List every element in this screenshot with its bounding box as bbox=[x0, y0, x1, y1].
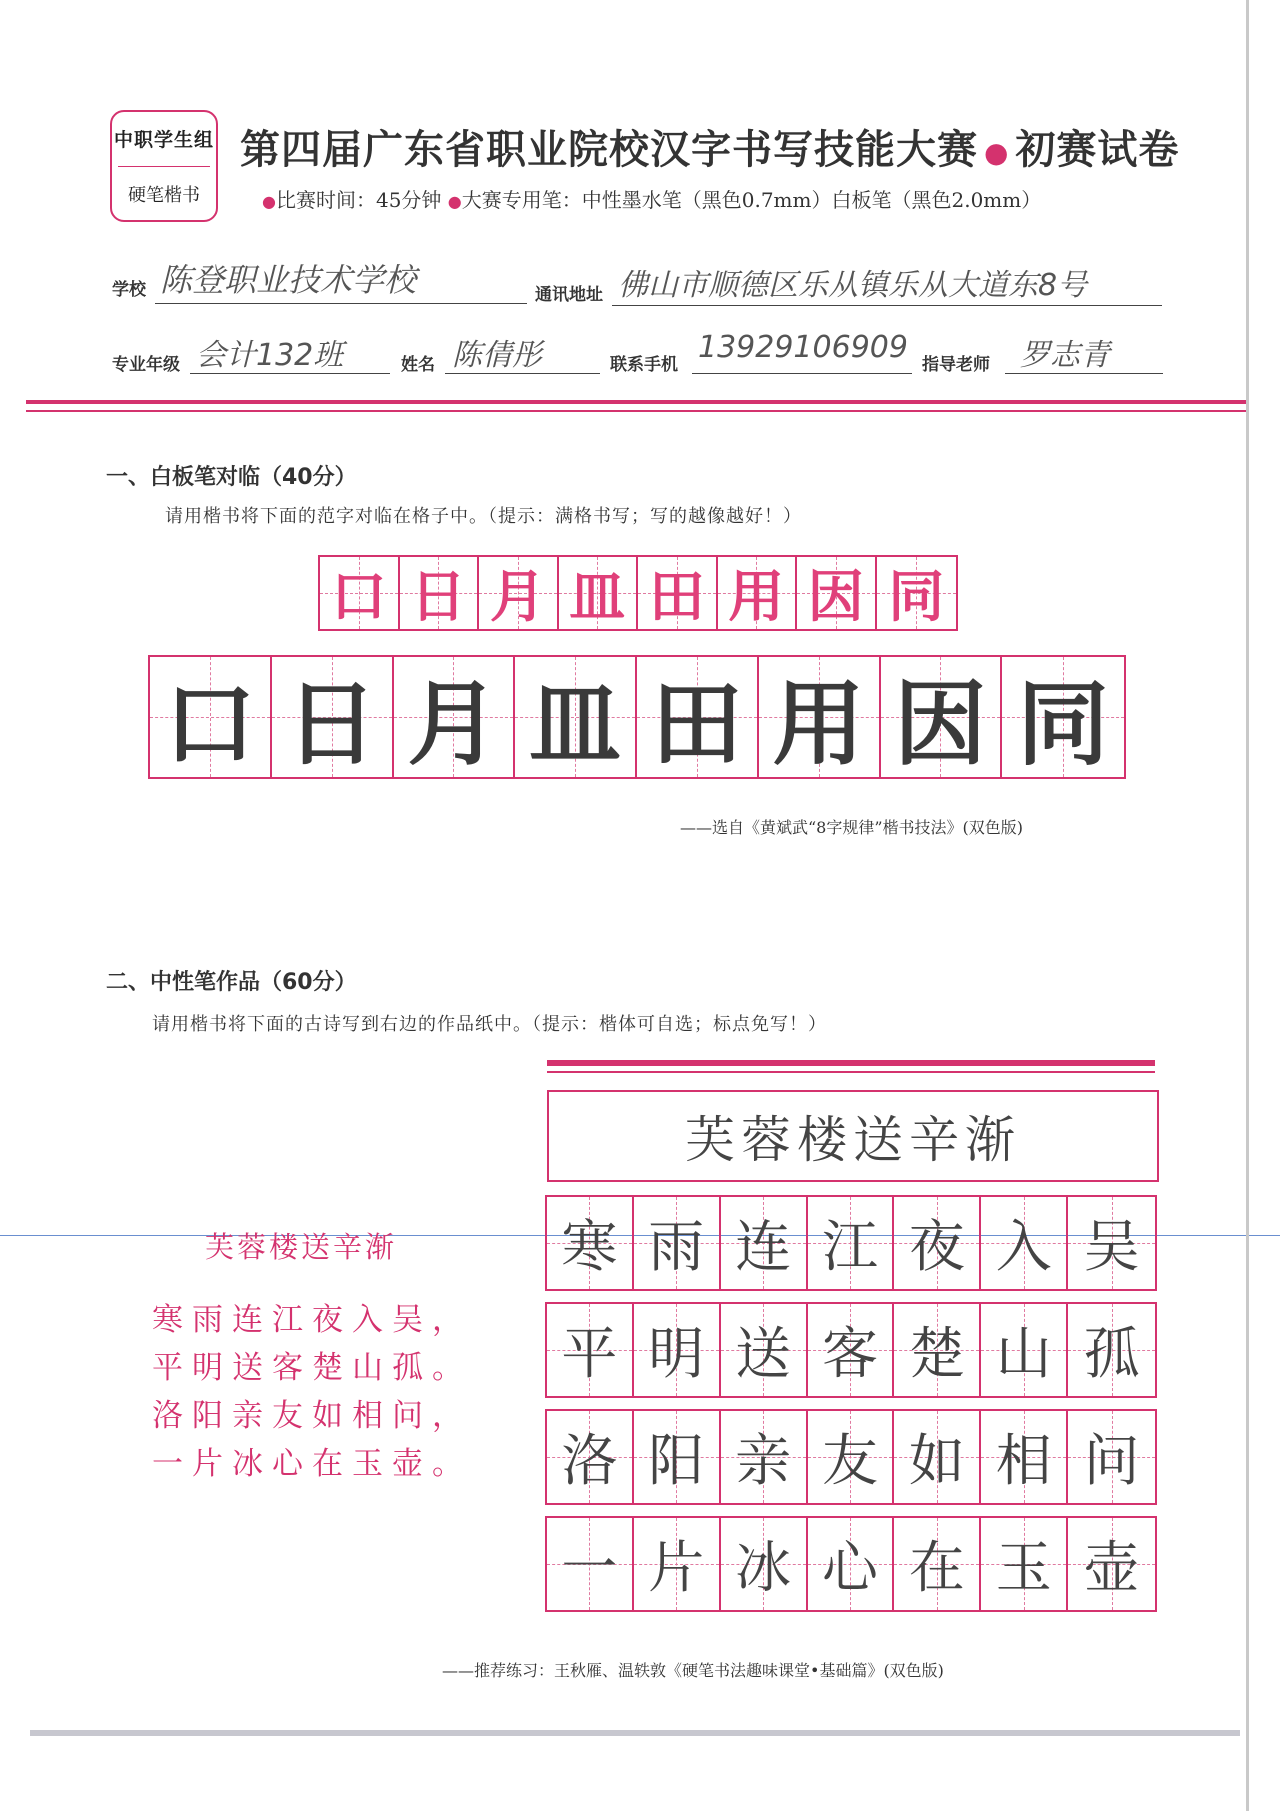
work-paper-title-box[interactable] bbox=[547, 1090, 1159, 1182]
work-char: 送 bbox=[735, 1322, 792, 1387]
model-cell bbox=[877, 557, 956, 629]
work-cell[interactable] bbox=[721, 1518, 808, 1610]
practice-char: 因 bbox=[894, 671, 987, 778]
address-label: 通讯地址 bbox=[535, 285, 603, 305]
bullet-icon: ● bbox=[262, 192, 276, 211]
work-char: 如 bbox=[908, 1429, 965, 1494]
badge-group-label: 中职学生组 bbox=[113, 128, 214, 151]
work-char: 吴 bbox=[1083, 1215, 1140, 1280]
work-char: 山 bbox=[995, 1322, 1052, 1387]
practice-cell[interactable] bbox=[515, 657, 637, 777]
work-cell[interactable] bbox=[981, 1518, 1068, 1610]
work-char: 相 bbox=[995, 1429, 1052, 1494]
practice-char: 用 bbox=[772, 671, 865, 778]
practice-cell[interactable] bbox=[394, 657, 516, 777]
work-char: 客 bbox=[822, 1322, 878, 1387]
model-char: 皿 bbox=[569, 565, 626, 630]
work-cell[interactable] bbox=[894, 1197, 981, 1289]
work-char: 阳 bbox=[648, 1429, 705, 1494]
page-edge-line bbox=[1246, 0, 1249, 1811]
work-paper-top-rule-thin bbox=[547, 1071, 1155, 1073]
title-separator-dot: ● bbox=[984, 135, 1010, 169]
practice-char: 田 bbox=[650, 671, 743, 778]
practice-char: 日 bbox=[285, 671, 378, 778]
section2-credit: ——推荐练习：王秋雁、温轶敦《硬笔书法趣味课堂•基础篇》(双色版) bbox=[442, 1661, 944, 1680]
model-cell bbox=[479, 557, 559, 629]
teacher-label: 指导老师 bbox=[922, 355, 990, 375]
major-value[interactable]: 会计132班 bbox=[196, 338, 344, 373]
work-cell[interactable] bbox=[894, 1304, 981, 1396]
phone-underline bbox=[692, 373, 912, 374]
title-tail: 初赛试卷 bbox=[1015, 127, 1180, 173]
section1-hint: 请用楷书将下面的范字对临在格子中。（提示：满格书写；写的越像越好！） bbox=[165, 506, 802, 527]
work-cell[interactable] bbox=[808, 1518, 895, 1610]
badge-divider bbox=[118, 166, 210, 167]
work-char: 孤 bbox=[1083, 1322, 1140, 1387]
teacher-underline bbox=[1005, 373, 1163, 374]
practice-cell[interactable] bbox=[881, 657, 1003, 777]
work-char: 入 bbox=[995, 1215, 1052, 1280]
sample-poem-title: 芙蓉楼送辛渐 bbox=[205, 1230, 398, 1264]
work-cell[interactable] bbox=[808, 1304, 895, 1396]
work-cell[interactable] bbox=[721, 1304, 808, 1396]
practice-cell[interactable] bbox=[759, 657, 881, 777]
work-cell[interactable] bbox=[808, 1411, 895, 1503]
work-cell[interactable] bbox=[1068, 1304, 1155, 1396]
model-char: 同 bbox=[888, 565, 945, 630]
work-cell[interactable] bbox=[721, 1197, 808, 1289]
work-cell[interactable] bbox=[547, 1411, 634, 1503]
practice-cell[interactable] bbox=[637, 657, 759, 777]
work-cell[interactable] bbox=[634, 1197, 721, 1289]
address-underline bbox=[612, 305, 1162, 306]
name-label: 姓名 bbox=[401, 355, 435, 375]
model-char: 因 bbox=[807, 565, 864, 630]
work-char: 心 bbox=[822, 1536, 878, 1601]
work-char: 一 bbox=[561, 1536, 618, 1601]
section2-hint: 请用楷书将下面的古诗写到右边的作品纸中。（提示：楷体可自选；标点免写！） bbox=[152, 1014, 827, 1035]
work-cell[interactable] bbox=[808, 1197, 895, 1289]
work-char: 连 bbox=[735, 1215, 792, 1280]
exam-pen: 大赛专用笔：中性墨水笔（黑色0.7mm）白板笔（黑色2.0mm） bbox=[461, 188, 1042, 212]
work-cell[interactable] bbox=[547, 1197, 634, 1289]
work-char: 楚 bbox=[908, 1322, 965, 1387]
work-char: 雨 bbox=[648, 1215, 705, 1280]
model-char: 用 bbox=[728, 565, 785, 630]
work-cell[interactable] bbox=[981, 1197, 1068, 1289]
work-cell[interactable] bbox=[894, 1411, 981, 1503]
work-cell[interactable] bbox=[721, 1411, 808, 1503]
work-char: 问 bbox=[1083, 1429, 1140, 1494]
work-char: 玉 bbox=[995, 1536, 1052, 1601]
work-cell[interactable] bbox=[1068, 1197, 1155, 1289]
sample-poem-line: 寒雨连江夜入吴， bbox=[152, 1302, 472, 1338]
work-char: 壶 bbox=[1083, 1536, 1140, 1601]
model-char: 田 bbox=[648, 565, 705, 630]
model-char-grid bbox=[318, 555, 958, 631]
work-char: 片 bbox=[648, 1536, 705, 1601]
address-value[interactable]: 佛山市顺德区乐从镇乐从大道东8号 bbox=[618, 268, 1088, 303]
model-char: 日 bbox=[410, 565, 467, 630]
work-paper-row bbox=[545, 1409, 1157, 1505]
page-bottom-bar bbox=[30, 1730, 1240, 1736]
practice-cell[interactable] bbox=[272, 657, 394, 777]
name-value[interactable]: 陈倩彤 bbox=[452, 338, 542, 373]
model-cell bbox=[797, 557, 877, 629]
work-char: 友 bbox=[822, 1429, 878, 1494]
work-char: 明 bbox=[648, 1322, 705, 1387]
practice-char-grid bbox=[148, 655, 1126, 779]
major-label: 专业年级 bbox=[112, 355, 180, 375]
work-char: 在 bbox=[908, 1536, 965, 1601]
section2-title: 二、中性笔作品（60分） bbox=[106, 970, 357, 995]
category-badge bbox=[110, 110, 218, 222]
work-cell[interactable] bbox=[634, 1411, 721, 1503]
sample-poem-line: 洛阳亲友如相问， bbox=[152, 1398, 472, 1434]
model-cell bbox=[638, 557, 718, 629]
exam-info bbox=[262, 184, 1202, 214]
name-underline bbox=[445, 373, 600, 374]
teacher-value[interactable]: 罗志青 bbox=[1020, 338, 1110, 373]
practice-cell[interactable] bbox=[1002, 657, 1124, 777]
work-char: 寒 bbox=[561, 1215, 618, 1280]
work-cell[interactable] bbox=[894, 1518, 981, 1610]
work-char: 夜 bbox=[908, 1215, 965, 1280]
work-char: 平 bbox=[561, 1322, 618, 1387]
work-paper-row bbox=[545, 1516, 1157, 1612]
sample-poem-line: 一片冰心在玉壶。 bbox=[152, 1446, 472, 1482]
page-title bbox=[240, 118, 1200, 178]
work-paper-top-rule bbox=[547, 1060, 1155, 1066]
major-underline bbox=[190, 373, 390, 374]
model-cell bbox=[320, 557, 400, 629]
work-char: 冰 bbox=[735, 1536, 792, 1601]
work-cell[interactable] bbox=[634, 1304, 721, 1396]
work-paper-row bbox=[545, 1302, 1157, 1398]
model-char: 月 bbox=[489, 565, 546, 630]
work-cell[interactable] bbox=[547, 1304, 634, 1396]
work-paper-title: 芙蓉楼送辛渐 bbox=[685, 1111, 1021, 1169]
badge-style-label: 硬笔楷书 bbox=[128, 185, 200, 206]
section1-credit: ——选自《黄斌武“8字规律”楷书技法》(双色版) bbox=[680, 818, 1024, 837]
work-paper-row bbox=[545, 1195, 1157, 1291]
work-char: 江 bbox=[822, 1215, 878, 1280]
model-char: 口 bbox=[330, 565, 387, 630]
practice-char: 皿 bbox=[529, 671, 622, 778]
bullet-icon: ● bbox=[447, 192, 462, 211]
work-char: 洛 bbox=[561, 1429, 618, 1494]
work-cell[interactable] bbox=[634, 1518, 721, 1610]
model-cell bbox=[559, 557, 639, 629]
school-underline bbox=[155, 303, 527, 304]
work-char: 亲 bbox=[735, 1429, 792, 1494]
sample-poem-line: 平明送客楚山孤。 bbox=[152, 1350, 472, 1386]
practice-cell[interactable] bbox=[150, 657, 272, 777]
work-cell[interactable] bbox=[1068, 1411, 1155, 1503]
header-rule-thin bbox=[26, 410, 1248, 412]
model-cell bbox=[400, 557, 480, 629]
exam-time: 比赛时间：45分钟 bbox=[275, 188, 442, 212]
model-cell bbox=[718, 557, 798, 629]
work-cell[interactable] bbox=[981, 1304, 1068, 1396]
phone-value[interactable]: 13929106909 bbox=[698, 330, 908, 365]
school-value[interactable]: 陈登职业技术学校 bbox=[160, 261, 417, 299]
work-cell[interactable] bbox=[547, 1518, 634, 1610]
school-label: 学校 bbox=[112, 280, 146, 300]
phone-label: 联系手机 bbox=[610, 355, 678, 375]
title-main: 第四届广东省职业院校汉字书写技能大赛 bbox=[240, 127, 978, 173]
section1-title: 一、白板笔对临（40分） bbox=[106, 465, 357, 490]
practice-char: 月 bbox=[407, 671, 500, 778]
work-cell[interactable] bbox=[1068, 1518, 1155, 1610]
practice-char: 同 bbox=[1017, 671, 1110, 778]
header-rule-thick bbox=[26, 400, 1248, 404]
practice-char: 口 bbox=[163, 671, 256, 778]
work-cell[interactable] bbox=[981, 1411, 1068, 1503]
